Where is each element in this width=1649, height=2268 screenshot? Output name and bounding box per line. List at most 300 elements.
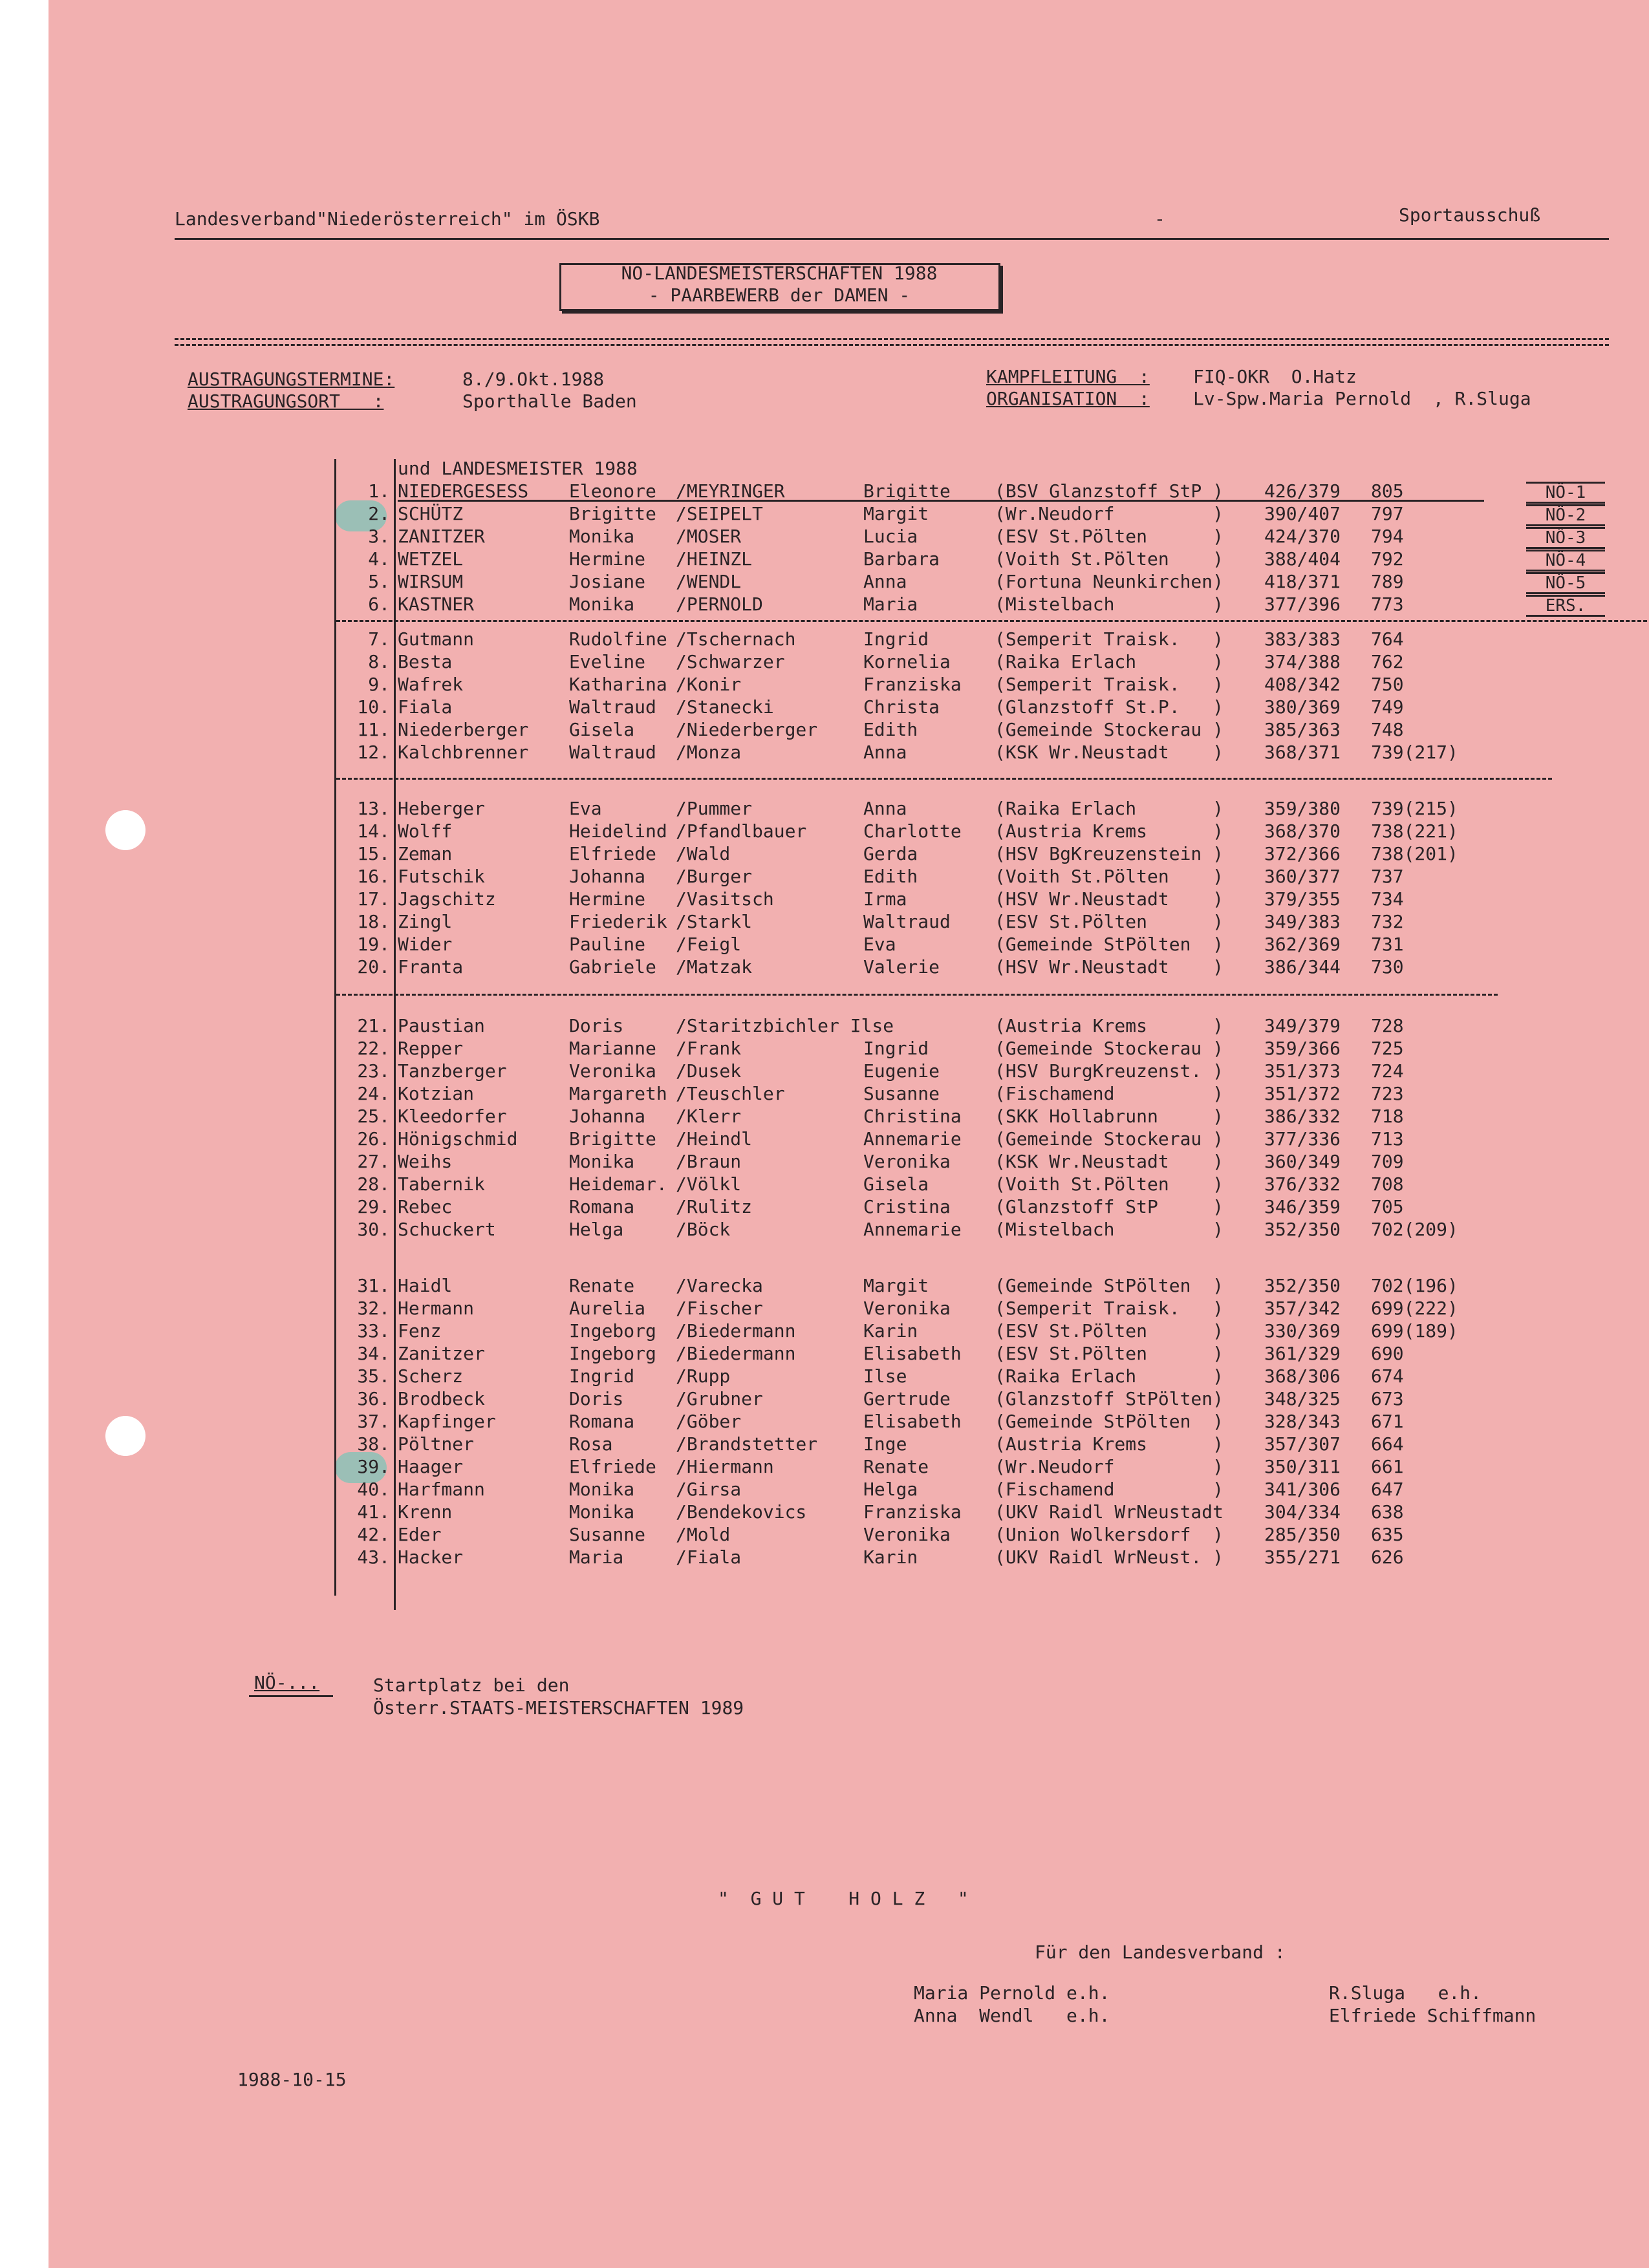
cell-name-1: Repper <box>398 1038 464 1059</box>
cell-name-2: /Rupp <box>676 1365 731 1387</box>
cell-first-name-1: Ingeborg <box>569 1320 656 1342</box>
cell-name-1: Weihs <box>398 1151 453 1172</box>
cell-total: 661 <box>1371 1456 1404 1477</box>
cell-rank: 25. <box>357 1106 390 1127</box>
cell-name-2: /Konir <box>676 674 742 695</box>
cell-first-name-2: Edith <box>863 719 918 740</box>
signature-1b: Anna Wendl e.h. <box>914 2005 1110 2026</box>
cell-first-name-1: Susanne <box>569 1524 646 1545</box>
cell-first-name-1: Waltraud <box>569 696 656 718</box>
cell-club: (Gemeinde Stockerau ) <box>995 719 1224 740</box>
cell-total: 738(201) <box>1371 843 1458 864</box>
cell-rank: 28. <box>357 1173 390 1195</box>
cell-first-name-2: Karin <box>863 1320 918 1342</box>
cell-rank: 17. <box>357 888 390 910</box>
cell-total: 762 <box>1371 651 1404 672</box>
cell-club: (Wr.Neudorf ) <box>995 503 1224 524</box>
cell-name-1: Zeman <box>398 843 453 864</box>
cell-name-1: Futschik <box>398 866 485 887</box>
cell-total: 792 <box>1371 548 1404 570</box>
cell-total: 732 <box>1371 911 1404 932</box>
cell-first-name-1: Josiane <box>569 571 646 592</box>
cell-total: 702(209) <box>1371 1219 1458 1240</box>
termine-label: AUSTRAGUNGSTERMINE: <box>188 369 395 390</box>
header-rule <box>175 238 1609 240</box>
cell-score: 357/342 <box>1264 1298 1341 1319</box>
cell-name-1: Pöltner <box>398 1433 475 1455</box>
cell-total: 749 <box>1371 696 1404 718</box>
cell-score: 360/349 <box>1264 1151 1341 1172</box>
cell-club: (HSV BurgKreuzenst. ) <box>995 1060 1224 1082</box>
cell-club: (BSV Glanzstoff StP ) <box>995 480 1224 502</box>
cell-first-name-1: Aurelia <box>569 1298 646 1319</box>
cell-first-name-1: Romana <box>569 1196 635 1217</box>
cell-name-2: /Fiala <box>676 1546 742 1568</box>
cell-first-name-2: Christina <box>863 1106 962 1127</box>
separator-group-2 <box>336 778 1552 780</box>
cell-rank: 37. <box>357 1411 390 1432</box>
separator-double-top <box>175 338 1609 340</box>
cell-score: 349/379 <box>1264 1015 1341 1036</box>
cell-first-name-1: Katharina <box>569 674 667 695</box>
cell-first-name-2: Inge <box>863 1433 907 1455</box>
cell-first-name-1: Hermine <box>569 888 646 910</box>
cell-club: (Gemeinde StPölten ) <box>995 1411 1224 1432</box>
cell-name-1: Kapfinger <box>398 1411 496 1432</box>
cell-club: (Semperit Traisk. ) <box>995 1298 1224 1319</box>
cell-name-1: WIRSUM <box>398 571 464 592</box>
cell-club: (Gemeinde StPölten ) <box>995 934 1224 955</box>
cell-first-name-1: Ingeborg <box>569 1343 656 1364</box>
cell-rank: 29. <box>357 1196 390 1217</box>
cell-name-1: Zanitzer <box>398 1343 485 1364</box>
cell-first-name-1: Eva <box>569 798 602 819</box>
cell-name-2: /Biedermann <box>676 1343 796 1364</box>
cell-rank: 13. <box>357 798 390 819</box>
cell-name-2: /Hiermann <box>676 1456 774 1477</box>
signature-1a: Maria Pernold e.h. <box>914 1982 1110 2004</box>
cell-club: (Austria Krems ) <box>995 1015 1224 1036</box>
cell-first-name-2: Brigitte <box>863 480 951 502</box>
cell-total: 635 <box>1371 1524 1404 1545</box>
cell-rank: 10. <box>357 696 390 718</box>
cell-score: 374/388 <box>1264 651 1341 672</box>
cell-score: 352/350 <box>1264 1219 1341 1240</box>
cell-first-name-1: Margareth <box>569 1083 667 1104</box>
cell-club: (KSK Wr.Neustadt ) <box>995 742 1224 763</box>
cell-name-1: Fenz <box>398 1320 442 1342</box>
cell-score: 350/311 <box>1264 1456 1341 1477</box>
cell-name-1: ZANITZER <box>398 526 485 547</box>
cell-first-name-2: Karin <box>863 1546 918 1568</box>
cell-name-2: /Klerr <box>676 1106 742 1127</box>
cell-rank: 6. <box>368 594 390 615</box>
cell-score: 408/342 <box>1264 674 1341 695</box>
cell-first-name-1: Marianne <box>569 1038 656 1059</box>
cell-first-name-1: Heidelind <box>569 820 667 842</box>
cell-first-name-2: Helga <box>863 1479 918 1500</box>
cell-score: 360/377 <box>1264 866 1341 887</box>
cell-first-name-2: Ingrid <box>863 1038 929 1059</box>
cell-name-2: /Frank <box>676 1038 742 1059</box>
cell-first-name-2: Lucia <box>863 526 918 547</box>
cell-name-2: /Pfandlbauer <box>676 820 807 842</box>
signature-2b: Elfriede Schiffmann <box>1329 2005 1536 2026</box>
cell-club: (Glanzstoff StP ) <box>995 1196 1224 1217</box>
cell-club: (Raika Erlach ) <box>995 1365 1224 1387</box>
cell-rank: 38. <box>357 1433 390 1455</box>
cell-name-1: Hönigschmid <box>398 1128 518 1150</box>
cell-name-2: /Staritzbichler Ilse <box>676 1015 894 1036</box>
cell-total: 699(189) <box>1371 1320 1458 1342</box>
cell-name-2: /Völkl <box>676 1173 742 1195</box>
cell-total: 750 <box>1371 674 1404 695</box>
cell-first-name-1: Friederik <box>569 911 667 932</box>
cell-club: (Gemeinde Stockerau ) <box>995 1128 1224 1150</box>
cell-name-1: Haager <box>398 1456 464 1477</box>
cell-first-name-2: Gertrude <box>863 1388 951 1409</box>
cell-rank: 3. <box>368 526 390 547</box>
cell-name-2: /Göber <box>676 1411 742 1432</box>
cell-score: 348/325 <box>1264 1388 1341 1409</box>
cell-name-1: Kotzian <box>398 1083 475 1104</box>
cell-total: 773 <box>1371 594 1404 615</box>
cell-score: 328/343 <box>1264 1411 1341 1432</box>
cell-rank: 12. <box>357 742 390 763</box>
cell-rank: 24. <box>357 1083 390 1104</box>
cell-name-1: Jagschitz <box>398 888 496 910</box>
cell-name-1: WETZEL <box>398 548 464 570</box>
cell-name-2: /Stanecki <box>676 696 774 718</box>
cell-score: 357/307 <box>1264 1433 1341 1455</box>
cell-name-2: /Pummer <box>676 798 753 819</box>
cell-total: 737 <box>1371 866 1404 887</box>
cell-score: 368/306 <box>1264 1365 1341 1387</box>
cell-total: 626 <box>1371 1546 1404 1568</box>
cell-name-2: /Wald <box>676 843 731 864</box>
cell-total: 730 <box>1371 956 1404 978</box>
cell-first-name-1: Elfriede <box>569 843 656 864</box>
cell-score: 386/344 <box>1264 956 1341 978</box>
cell-score: 426/379 <box>1264 480 1341 502</box>
cell-name-1: Kleedorfer <box>398 1106 507 1127</box>
cell-name-1: Kalchbrenner <box>398 742 529 763</box>
cell-first-name-2: Margit <box>863 1275 929 1296</box>
cell-name-2: /Dusek <box>676 1060 742 1082</box>
separator-group-3 <box>336 994 1498 996</box>
cell-score: 376/332 <box>1264 1173 1341 1195</box>
ort-label: AUSTRAGUNGSORT : <box>188 390 384 412</box>
organisation-label: ORGANISATION : <box>986 388 1150 409</box>
cell-rank: 14. <box>357 820 390 842</box>
cell-name-2: /Mold <box>676 1524 731 1545</box>
cell-name-1: Wafrek <box>398 674 464 695</box>
cell-rank: 30. <box>357 1219 390 1240</box>
cell-rank: 23. <box>357 1060 390 1082</box>
cell-name-1: Paustian <box>398 1015 485 1036</box>
cell-first-name-2: Edith <box>863 866 918 887</box>
cell-total: 797 <box>1371 503 1404 524</box>
cell-name-2: /Feigl <box>676 934 742 955</box>
cell-rank: 11. <box>357 719 390 740</box>
cell-name-1: Heberger <box>398 798 485 819</box>
legend-key: NÖ-... <box>254 1672 320 1693</box>
cell-first-name-2: Susanne <box>863 1083 940 1104</box>
cell-score: 285/350 <box>1264 1524 1341 1545</box>
cell-name-2: /Fischer <box>676 1298 763 1319</box>
cell-total: 738(221) <box>1371 820 1458 842</box>
cell-score: 349/383 <box>1264 911 1341 932</box>
cell-club: (Gemeinde StPölten ) <box>995 1275 1224 1296</box>
cell-first-name-1: Monika <box>569 594 635 615</box>
cell-first-name-2: Kornelia <box>863 651 951 672</box>
cell-rank: 31. <box>357 1275 390 1296</box>
cell-name-1: Fiala <box>398 696 453 718</box>
cell-club: (Raika Erlach ) <box>995 798 1224 819</box>
cell-first-name-2: Margit <box>863 503 929 524</box>
cell-first-name-2: Maria <box>863 594 918 615</box>
cell-total: 731 <box>1371 934 1404 955</box>
document-date: 1988-10-15 <box>237 2069 347 2090</box>
separator-group-1 <box>336 620 1649 622</box>
cell-first-name-2: Veronika <box>863 1151 951 1172</box>
punch-hole-top <box>105 810 146 850</box>
header-left: Landesverband"Niederösterreich" im ÖSKB <box>175 208 600 230</box>
cell-name-1: Brodbeck <box>398 1388 485 1409</box>
cell-name-1: Wider <box>398 934 453 955</box>
cell-total: 764 <box>1371 628 1404 650</box>
cell-club: (KSK Wr.Neustadt ) <box>995 1151 1224 1172</box>
cell-club: (Mistelbach ) <box>995 1219 1224 1240</box>
cell-first-name-1: Brigitte <box>569 503 656 524</box>
cell-name-1: Krenn <box>398 1501 453 1523</box>
cell-score: 359/366 <box>1264 1038 1341 1059</box>
cell-first-name-2: Veronika <box>863 1524 951 1545</box>
cell-total: 789 <box>1371 571 1404 592</box>
cell-first-name-2: Eva <box>863 934 896 955</box>
title-line-2: - PAARBEWERB der DAMEN - <box>648 284 911 306</box>
cell-name-1: Scherz <box>398 1365 464 1387</box>
cell-name-2: /PERNOLD <box>676 594 763 615</box>
cell-score: 424/370 <box>1264 526 1341 547</box>
organisation-value: Lv-Spw.Maria Pernold , R.Sluga <box>1193 388 1531 409</box>
cell-name-2: /MOSER <box>676 526 742 547</box>
cell-first-name-2: Waltraud <box>863 911 951 932</box>
cell-first-name-1: Eveline <box>569 651 646 672</box>
cell-rank: 40. <box>357 1479 390 1500</box>
cell-score: 346/359 <box>1264 1196 1341 1217</box>
cell-club: (UKV Raidl WrNeustadt <box>995 1501 1224 1523</box>
cell-total: 673 <box>1371 1388 1404 1409</box>
cell-first-name-2: Gisela <box>863 1173 929 1195</box>
cell-name-1: Haidl <box>398 1275 453 1296</box>
cell-total: 690 <box>1371 1343 1404 1364</box>
cell-first-name-2: Valerie <box>863 956 940 978</box>
cell-first-name-2: Ingrid <box>863 628 929 650</box>
cell-name-2: /SEIPELT <box>676 503 763 524</box>
cell-total: 705 <box>1371 1196 1404 1217</box>
cell-first-name-1: Gabriele <box>569 956 656 978</box>
cell-rank: 36. <box>357 1388 390 1409</box>
cell-name-1: Franta <box>398 956 464 978</box>
cell-first-name-2: Veronika <box>863 1298 951 1319</box>
cell-total: 671 <box>1371 1411 1404 1432</box>
cell-score: 304/334 <box>1264 1501 1341 1523</box>
cell-score: 361/329 <box>1264 1343 1341 1364</box>
cell-rank: 5. <box>368 571 390 592</box>
termine-value: 8./9.Okt.1988 <box>462 369 605 390</box>
cell-name-1: Hermann <box>398 1298 475 1319</box>
cell-first-name-1: Veronika <box>569 1060 656 1082</box>
cell-rank: 27. <box>357 1151 390 1172</box>
cell-name-2: /Böck <box>676 1219 731 1240</box>
cell-name-2: /Schwarzer <box>676 651 785 672</box>
cell-score: 377/396 <box>1264 594 1341 615</box>
cell-score: 386/332 <box>1264 1106 1341 1127</box>
cell-name-2: /Varecka <box>676 1275 763 1296</box>
cell-score: 368/371 <box>1264 742 1341 763</box>
cell-first-name-1: Brigitte <box>569 1128 656 1150</box>
cell-rank: 16. <box>357 866 390 887</box>
cell-name-2: /Niederberger <box>676 719 818 740</box>
cell-rank: 22. <box>357 1038 390 1059</box>
cell-first-name-1: Monika <box>569 1501 635 1523</box>
cell-total: 734 <box>1371 888 1404 910</box>
cell-rank: 8. <box>368 651 390 672</box>
cell-score: 372/366 <box>1264 843 1341 864</box>
cell-name-1: Tabernik <box>398 1173 485 1195</box>
cell-name-2: /WENDL <box>676 571 742 592</box>
cell-score: 368/370 <box>1264 820 1341 842</box>
cell-first-name-1: Ingrid <box>569 1365 635 1387</box>
cell-rank: 43. <box>357 1546 390 1568</box>
cell-total: 702(196) <box>1371 1275 1458 1296</box>
cell-rank: 4. <box>368 548 390 570</box>
cell-total: 708 <box>1371 1173 1404 1195</box>
cell-club: (HSV Wr.Neustadt ) <box>995 888 1224 910</box>
cell-name-1: Hacker <box>398 1546 464 1568</box>
cell-rank: 26. <box>357 1128 390 1150</box>
cell-club: (Voith St.Pölten ) <box>995 866 1224 887</box>
cell-first-name-2: Barbara <box>863 548 940 570</box>
cell-club: (Austria Krems ) <box>995 1433 1224 1455</box>
cell-total: 794 <box>1371 526 1404 547</box>
cell-first-name-2: Anna <box>863 571 907 592</box>
cell-name-1: SCHÜTZ <box>398 503 464 524</box>
cell-score: 390/407 <box>1264 503 1341 524</box>
cell-name-2: /Monza <box>676 742 742 763</box>
cell-club: (SKK Hollabrunn ) <box>995 1106 1224 1127</box>
cell-club: (Voith St.Pölten ) <box>995 548 1224 570</box>
cell-club: (Glanzstoff StPölten) <box>995 1388 1224 1409</box>
start-place-box: NÖ-3 <box>1526 527 1605 549</box>
cell-first-name-2: Annemarie <box>863 1128 962 1150</box>
cell-rank: 15. <box>357 843 390 864</box>
cell-score: 330/369 <box>1264 1320 1341 1342</box>
cell-total: 805 <box>1371 480 1404 502</box>
cell-name-1: Wolff <box>398 820 453 842</box>
cell-club: (Mistelbach ) <box>995 594 1224 615</box>
fuer-landesverband: Für den Landesverband : <box>1035 1942 1286 1963</box>
cell-score: 388/404 <box>1264 548 1341 570</box>
cell-first-name-1: Maria <box>569 1546 624 1568</box>
cell-score: 355/271 <box>1264 1546 1341 1568</box>
cell-score: 341/306 <box>1264 1479 1341 1500</box>
cell-first-name-1: Monika <box>569 526 635 547</box>
cell-name-2: /Braun <box>676 1151 742 1172</box>
cell-name-2: /Biedermann <box>676 1320 796 1342</box>
cell-first-name-1: Rudolfine <box>569 628 667 650</box>
cell-score: 385/363 <box>1264 719 1341 740</box>
cell-name-1: Gutmann <box>398 628 475 650</box>
cell-total: 638 <box>1371 1501 1404 1523</box>
legend-line-1: Startplatz bei den <box>373 1674 570 1696</box>
cell-total: 723 <box>1371 1083 1404 1104</box>
cell-first-name-1: Johanna <box>569 1106 646 1127</box>
cell-rank: 34. <box>357 1343 390 1364</box>
cell-club: (ESV St.Pölten ) <box>995 911 1224 932</box>
cell-first-name-2: Christa <box>863 696 940 718</box>
cell-first-name-2: Eugenie <box>863 1060 940 1082</box>
cell-total: 674 <box>1371 1365 1404 1387</box>
cell-total: 718 <box>1371 1106 1404 1127</box>
cell-first-name-1: Heidemar. <box>569 1173 667 1195</box>
cell-name-2: /Grubner <box>676 1388 763 1409</box>
cell-score: 352/350 <box>1264 1275 1341 1296</box>
cell-rank: 21. <box>357 1015 390 1036</box>
cell-name-2: /MEYRINGER <box>676 480 785 502</box>
cell-first-name-1: Pauline <box>569 934 646 955</box>
cell-name-2: /Matzak <box>676 956 753 978</box>
header-right: Sportausschuß <box>1399 204 1541 226</box>
cell-first-name-1: Monika <box>569 1479 635 1500</box>
cell-first-name-1: Waltraud <box>569 742 656 763</box>
cell-club: (Gemeinde Stockerau ) <box>995 1038 1224 1059</box>
cell-total: 739(217) <box>1371 742 1458 763</box>
cell-club: (UKV Raidl WrNeust. ) <box>995 1546 1224 1568</box>
cell-name-1: Zingl <box>398 911 453 932</box>
cell-name-2: /Tschernach <box>676 628 796 650</box>
cell-rank: 41. <box>357 1501 390 1523</box>
cell-first-name-2: Elisabeth <box>863 1411 962 1432</box>
cell-score: 383/383 <box>1264 628 1341 650</box>
cell-rank: 7. <box>368 628 390 650</box>
cell-score: 380/369 <box>1264 696 1341 718</box>
cell-total: 739(215) <box>1371 798 1458 819</box>
cell-rank: 32. <box>357 1298 390 1319</box>
cell-club: (Fischamend ) <box>995 1083 1224 1104</box>
cell-rank: 42. <box>357 1524 390 1545</box>
cell-club: (Semperit Traisk. ) <box>995 628 1224 650</box>
cell-club: (Raika Erlach ) <box>995 651 1224 672</box>
cell-total: 728 <box>1371 1015 1404 1036</box>
cell-name-1: KASTNER <box>398 594 475 615</box>
cell-rank: 39. <box>357 1456 390 1477</box>
cell-first-name-2: Anna <box>863 742 907 763</box>
cell-first-name-2: Charlotte <box>863 820 962 842</box>
ort-value: Sporthalle Baden <box>462 390 637 412</box>
cell-club: (HSV Wr.Neustadt ) <box>995 956 1224 978</box>
cell-total: 664 <box>1371 1433 1404 1455</box>
cell-club: (HSV BgKreuzenstein ) <box>995 843 1224 864</box>
cell-rank: 18. <box>357 911 390 932</box>
cell-name-1: Tanzberger <box>398 1060 507 1082</box>
cell-rank: 35. <box>357 1365 390 1387</box>
gut-holz: " G U T H O L Z " <box>718 1888 969 1909</box>
cell-club: (ESV St.Pölten ) <box>995 1343 1224 1364</box>
cell-name-2: /HEINZL <box>676 548 753 570</box>
cell-first-name-1: Romana <box>569 1411 635 1432</box>
